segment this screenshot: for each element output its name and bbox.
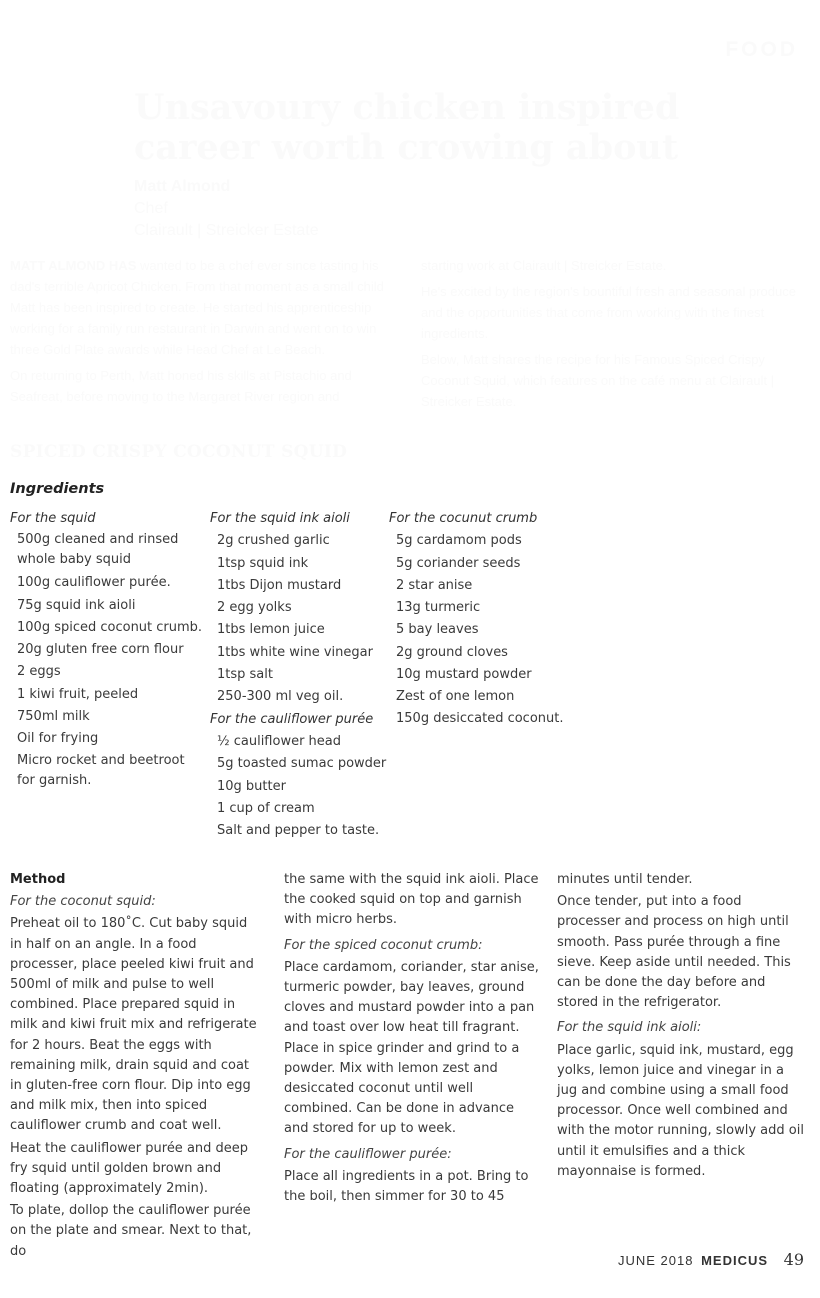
method-paragraph: Place garlic, squid ink, mustard, egg yolks, lemon juice and vinegar in a jug and combine using a small food processor. Once well combined and with the motor running, slowly add oil until it emulsifies and a thick mayonnaise is formed. (557, 1042, 804, 1179)
ingredient-item: 1 cup of cream (217, 800, 315, 816)
method-column-1 (10, 870, 260, 1264)
ingredient-column-crumb (389, 508, 569, 731)
ingredient-list (210, 530, 390, 708)
ingredient-item: 750ml milk (17, 709, 90, 725)
ingredient-column-aioli (210, 508, 390, 842)
ingredient-item: Micro rocket and beetroot for garnish. (17, 752, 185, 788)
ingredient-item: 2g ground cloves (396, 644, 508, 660)
method-paragraph: Place cardamom, coriander, star anise, turmeric powder, bay leaves, ground cloves and mustard powder into a pan and toast over low heat till fragrant. Place in spice grinder and grind to a powder. Mix with lemon zest and desiccated coconut until well combined. Can be done in advance and stored for up to week. (284, 959, 539, 1137)
ingredient-list (389, 530, 569, 730)
ingredient-item: 100g cauliflower purée. (17, 575, 171, 591)
method-paragraph: the same with the squid ink aioli. Place the cooked squid on top and garnish with micro herbs. (284, 872, 539, 928)
intro-column-right (421, 255, 811, 417)
method-column-3 (557, 870, 807, 1184)
method-heading: Method (10, 872, 66, 887)
magazine-name: MEDICUS (701, 1253, 769, 1268)
ingredient-column-squid (10, 508, 205, 793)
intro-paragraph (10, 255, 400, 360)
ingredient-item: 5g toasted sumac powder (217, 756, 387, 772)
ingredient-item: 1tbs white wine vinegar (217, 644, 373, 660)
issue-date: JUNE 2018 (617, 1253, 694, 1268)
intro-text: wanted to be a chef ever since tasting his dad's terrible Apricot Chicken. From that moment as a small child Matt has been inspired to create. He started his apprenticeship working for a family run restaurant in Darwin and went on to win three Gold Plate awards while Head Chef at Le Beach. (10, 258, 384, 357)
ingredient-item: 75g squid ink aioli (17, 597, 136, 613)
intro-paragraph: starting work at Clairault | Streicker Estate. (421, 258, 667, 273)
ingredient-list (210, 731, 390, 842)
intro-paragraph: He's excited by the region's bountiful fresh and seasonal produce and the opportunities that come from working with the finest ingredients. (421, 284, 796, 341)
page-footer (618, 1250, 804, 1269)
method-subheading: For the cauliflower purée: (284, 1146, 452, 1162)
ingredient-item: ½ cauliflower head (217, 733, 342, 749)
ingredient-group-heading: For the squid ink aioli (210, 511, 350, 526)
ingredient-item: 1tsp salt (217, 667, 273, 683)
ingredient-item: 5g cardamom pods (396, 533, 522, 549)
method-subheading: For the spiced coconut crumb: (284, 937, 483, 953)
author-role: Chef (134, 200, 168, 217)
recipe-title: SPICED CRISPY COCONUT SQUID (10, 442, 348, 462)
intro-lead: MATT ALMOND HAS (10, 258, 137, 273)
method-paragraph: minutes until tender. (557, 872, 693, 887)
ingredient-item: 2 star anise (396, 577, 473, 593)
ingredient-item: 100g spiced coconut crumb. (17, 619, 203, 635)
intro-paragraph: Below, Matt shares the recipe for his Famous Spiced Crispy Coconut Squid, which features on the café menu at Clairault | Streicker Estate. (421, 352, 775, 409)
page-number: 49 (783, 1250, 804, 1269)
ingredients-heading: Ingredients (10, 481, 105, 497)
ingredient-item: 1tbs lemon juice (217, 622, 325, 638)
ingredient-group-heading: For the cauliflower purée (210, 711, 374, 727)
ingredient-item: 2 eggs (17, 664, 61, 680)
ingredient-item: 20g gluten free corn flour (17, 642, 184, 658)
intro-paragraph: On returning to Perth, Matt honed his skills at Pistachio and Seafreat, before moving to the Margaret River region and (10, 368, 352, 404)
ingredient-list (10, 530, 205, 792)
ingredient-item: 10g mustard powder (396, 667, 532, 683)
section-tag: FOOD (725, 38, 798, 61)
method-column-2 (284, 870, 539, 1209)
method-paragraph: Place all ingredients in a pot. Bring to the boil, then simmer for 30 to 45 (284, 1168, 529, 1205)
ingredient-item: 1tsp squid ink (217, 555, 309, 571)
author-name: Matt Almond (134, 178, 231, 195)
method-paragraph: Preheat oil to 180˚C. Cut baby squid in half on an angle. In a food processer, place peeled kiwi fruit and 500ml of milk and pulse to well combined. Place prepared squid in milk and kiwi fruit mix and refrigerate for 2 hours. Beat the eggs with remaining milk, drain squid and coat in gluten-free corn flour. Dip into egg and milk mix, then into spiced cauliflower crumb and coat well. (10, 916, 257, 1134)
ingredient-item: 5 bay leaves (396, 622, 479, 638)
author-venue: Clairault | Streicker Estate (134, 222, 319, 239)
ingredient-item: 13g turmeric (396, 600, 481, 616)
ingredient-item: 5g coriander seeds (396, 555, 521, 571)
method-subheading: For the coconut squid: (10, 894, 156, 910)
ingredient-group-heading: For the squid (10, 511, 96, 526)
ingredient-item: 10g butter (217, 778, 286, 794)
ingredient-item: Salt and pepper to taste. (217, 823, 380, 839)
author-block (134, 176, 319, 242)
ingredient-item: 2g crushed garlic (217, 533, 330, 549)
ingredient-item: Zest of one lemon (396, 689, 515, 705)
method-paragraph: Heat the cauliflower purée and deep fry squid until golden brown and floating (approximately 2min). (10, 1140, 249, 1197)
method-subheading: For the squid ink aioli: (557, 1020, 702, 1036)
ingredient-item: 250-300 ml veg oil. (217, 689, 344, 705)
method-paragraph: Once tender, put into a food processer and process on high until smooth. Pass purée through a fine sieve. Keep aside until needed. This can be done the day before and stored in the refrigerator. (557, 894, 791, 1011)
ingredient-item: Oil for frying (17, 731, 99, 747)
ingredient-item: 2 egg yolks (217, 600, 292, 616)
ingredient-item: 1 kiwi fruit, peeled (17, 686, 139, 702)
ingredient-item: 1tbs Dijon mustard (217, 577, 342, 593)
ingredient-item: 500g cleaned and rinsed whole baby squid (17, 532, 179, 568)
ingredient-item: 150g desiccated coconut. (396, 710, 564, 726)
method-paragraph: To plate, dollop the cauliflower purée on the plate and smear. Next to that, do (10, 1203, 252, 1259)
ingredient-group-heading: For the cocunut crumb (389, 511, 538, 526)
article-title: Unsavoury chicken inspired career worth crowing about (134, 87, 680, 168)
intro-column-left (10, 255, 400, 412)
